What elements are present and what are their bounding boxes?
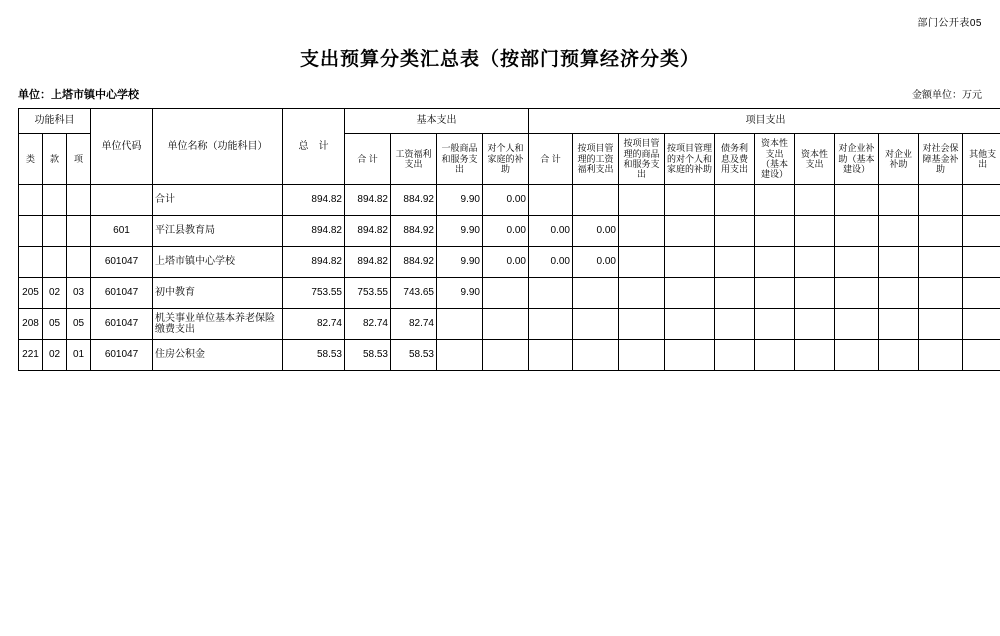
cell-basic-family (483, 309, 529, 340)
cell-unit-name: 合计 (153, 185, 283, 216)
col-proj-goods: 按项目管理的商品和服务支出 (619, 134, 665, 185)
cell-kuan: 05 (43, 309, 67, 340)
table-row (19, 216, 1000, 247)
cell-basic-total: 894.82 (345, 216, 391, 247)
table-row (19, 340, 1000, 371)
cell-proj-total (529, 340, 573, 371)
cell-proj-capital (795, 216, 835, 247)
cell-xiang: 03 (67, 278, 91, 309)
budget-table (18, 108, 1000, 371)
cell-basic-goods: 9.90 (437, 216, 483, 247)
cell-basic-family (483, 340, 529, 371)
col-group-function-subject: 功能科目 (19, 109, 91, 134)
cell-proj-debt (715, 216, 755, 247)
cell-proj-capital-basic (755, 309, 795, 340)
cell-unit-code (91, 185, 153, 216)
cell-xiang (67, 247, 91, 278)
col-total: 总 计 (283, 109, 345, 185)
col-lei: 类 (19, 134, 43, 185)
cell-total: 894.82 (283, 216, 345, 247)
cell-proj-capital (795, 185, 835, 216)
cell-proj-social (919, 247, 963, 278)
cell-proj-family (665, 247, 715, 278)
cell-proj-total (529, 278, 573, 309)
col-basic-salary: 工资福利支出 (391, 134, 437, 185)
cell-proj-other (963, 278, 1000, 309)
col-proj-social: 对社会保障基金补助 (919, 134, 963, 185)
cell-proj-salary: 0.00 (573, 216, 619, 247)
cell-unit-name: 机关事业单位基本养老保险缴费支出 (153, 309, 283, 340)
cell-basic-salary: 743.65 (391, 278, 437, 309)
cell-unit-name: 住房公积金 (153, 340, 283, 371)
cell-proj-family (665, 309, 715, 340)
amount-unit-label: 金额单位：万元 (912, 90, 982, 101)
cell-total: 753.55 (283, 278, 345, 309)
cell-basic-salary: 82.74 (391, 309, 437, 340)
cell-proj-total: 0.00 (529, 216, 573, 247)
cell-kuan (43, 247, 67, 278)
col-unit-name: 单位名称（功能科目） (153, 109, 283, 185)
cell-proj-goods (619, 278, 665, 309)
col-proj-family: 按项目管理的对个人和家庭的补助 (665, 134, 715, 185)
unit-label: 单位：上塔市镇中心学校 (18, 89, 139, 101)
col-proj-total: 合 计 (529, 134, 573, 185)
cell-proj-capital (795, 247, 835, 278)
cell-proj-enterprise (879, 247, 919, 278)
cell-proj-debt (715, 185, 755, 216)
cell-basic-salary: 58.53 (391, 340, 437, 371)
col-proj-debt: 债务利息及费用支出 (715, 134, 755, 185)
cell-kuan (43, 185, 67, 216)
cell-proj-capital-basic (755, 278, 795, 309)
cell-basic-total: 894.82 (345, 185, 391, 216)
cell-kuan: 02 (43, 340, 67, 371)
cell-proj-social (919, 216, 963, 247)
col-proj-enterprise: 对企业补助 (879, 134, 919, 185)
cell-proj-capital-basic (755, 216, 795, 247)
cell-lei: 205 (19, 278, 43, 309)
cell-basic-goods: 9.90 (437, 278, 483, 309)
cell-xiang (67, 185, 91, 216)
cell-proj-social (919, 278, 963, 309)
cell-proj-capital (795, 340, 835, 371)
cell-lei: 208 (19, 309, 43, 340)
cell-proj-goods (619, 185, 665, 216)
cell-proj-enterprise (879, 340, 919, 371)
cell-proj-family (665, 216, 715, 247)
cell-basic-goods (437, 309, 483, 340)
cell-proj-salary (573, 309, 619, 340)
table-row (19, 278, 1000, 309)
cell-basic-family: 0.00 (483, 247, 529, 278)
cell-proj-total (529, 185, 573, 216)
col-proj-capital-basic: 资本性支出（基本建设） (755, 134, 795, 185)
cell-proj-social (919, 340, 963, 371)
cell-unit-code: 601047 (91, 278, 153, 309)
table-body (19, 185, 1000, 371)
col-group-basic-expenditure: 基本支出 (345, 109, 529, 134)
cell-proj-total: 0.00 (529, 247, 573, 278)
cell-xiang: 05 (67, 309, 91, 340)
cell-proj-capital (795, 309, 835, 340)
cell-basic-total: 58.53 (345, 340, 391, 371)
cell-proj-social (919, 309, 963, 340)
cell-proj-other (963, 216, 1000, 247)
col-kuan: 款 (43, 134, 67, 185)
cell-basic-total: 894.82 (345, 247, 391, 278)
cell-total: 58.53 (283, 340, 345, 371)
cell-proj-salary (573, 340, 619, 371)
cell-proj-enterprise (879, 185, 919, 216)
table-row (19, 185, 1000, 216)
cell-basic-family (483, 278, 529, 309)
col-proj-other: 其他支出 (963, 134, 1000, 185)
cell-basic-salary: 884.92 (391, 185, 437, 216)
cell-proj-enterprise-basic (835, 278, 879, 309)
cell-proj-enterprise (879, 309, 919, 340)
col-basic-goods: 一般商品和服务支出 (437, 134, 483, 185)
col-unit-code: 单位代码 (91, 109, 153, 185)
cell-proj-other (963, 247, 1000, 278)
cell-proj-enterprise (879, 216, 919, 247)
col-xiang: 项 (67, 134, 91, 185)
col-proj-enterprise-basic: 对企业补助（基本建设） (835, 134, 879, 185)
cell-xiang: 01 (67, 340, 91, 371)
cell-basic-goods: 9.90 (437, 185, 483, 216)
cell-kuan: 02 (43, 278, 67, 309)
page-title: 支出预算分类汇总表（按部门预算经济分类） (299, 49, 700, 70)
cell-proj-family (665, 185, 715, 216)
cell-proj-enterprise-basic (835, 247, 879, 278)
cell-lei (19, 185, 43, 216)
cell-proj-goods (619, 216, 665, 247)
cell-proj-debt (715, 309, 755, 340)
header-row-groups (19, 109, 1000, 134)
cell-proj-salary (573, 185, 619, 216)
col-basic-total: 合 计 (345, 134, 391, 185)
cell-basic-family: 0.00 (483, 185, 529, 216)
col-proj-salary: 按项目管理的工资福利支出 (573, 134, 619, 185)
meta-row (18, 86, 982, 102)
cell-unit-code: 601047 (91, 340, 153, 371)
cell-proj-enterprise-basic (835, 185, 879, 216)
cell-unit-code: 601047 (91, 309, 153, 340)
cell-proj-other (963, 185, 1000, 216)
cell-proj-family (665, 340, 715, 371)
cell-total: 894.82 (283, 185, 345, 216)
cell-proj-enterprise-basic (835, 216, 879, 247)
cell-basic-goods: 9.90 (437, 247, 483, 278)
cell-lei (19, 247, 43, 278)
cell-lei (19, 216, 43, 247)
cell-basic-family: 0.00 (483, 216, 529, 247)
cell-basic-goods (437, 340, 483, 371)
cell-basic-total: 753.55 (345, 278, 391, 309)
cell-unit-name: 初中教育 (153, 278, 283, 309)
cell-kuan (43, 216, 67, 247)
cell-proj-goods (619, 247, 665, 278)
cell-unit-name: 上塔市镇中心学校 (153, 247, 283, 278)
table-head (19, 109, 1000, 185)
cell-proj-capital (795, 278, 835, 309)
cell-proj-goods (619, 340, 665, 371)
cell-proj-other (963, 309, 1000, 340)
cell-proj-salary (573, 278, 619, 309)
cell-proj-debt (715, 278, 755, 309)
cell-proj-goods (619, 309, 665, 340)
table-row (19, 309, 1000, 340)
cell-lei: 221 (19, 340, 43, 371)
cell-proj-enterprise-basic (835, 309, 879, 340)
cell-proj-debt (715, 340, 755, 371)
cell-proj-salary: 0.00 (573, 247, 619, 278)
cell-total: 894.82 (283, 247, 345, 278)
cell-proj-family (665, 278, 715, 309)
col-group-project-expenditure: 项目支出 (529, 109, 1000, 134)
cell-basic-salary: 884.92 (391, 216, 437, 247)
cell-proj-enterprise-basic (835, 340, 879, 371)
cell-total: 82.74 (283, 309, 345, 340)
cell-unit-name: 平江县教育局 (153, 216, 283, 247)
cell-proj-capital-basic (755, 185, 795, 216)
cell-xiang (67, 216, 91, 247)
col-basic-family: 对个人和家庭的补助 (483, 134, 529, 185)
cell-proj-social (919, 185, 963, 216)
cell-proj-capital-basic (755, 340, 795, 371)
cell-proj-debt (715, 247, 755, 278)
cell-proj-total (529, 309, 573, 340)
form-code-note: 部门公开表05 (917, 18, 982, 29)
col-proj-capital: 资本性支出 (795, 134, 835, 185)
cell-unit-code: 601047 (91, 247, 153, 278)
cell-basic-salary: 884.92 (391, 247, 437, 278)
cell-unit-code: 601 (91, 216, 153, 247)
cell-proj-enterprise (879, 278, 919, 309)
cell-basic-total: 82.74 (345, 309, 391, 340)
cell-proj-capital-basic (755, 247, 795, 278)
cell-proj-other (963, 340, 1000, 371)
table-row (19, 247, 1000, 278)
